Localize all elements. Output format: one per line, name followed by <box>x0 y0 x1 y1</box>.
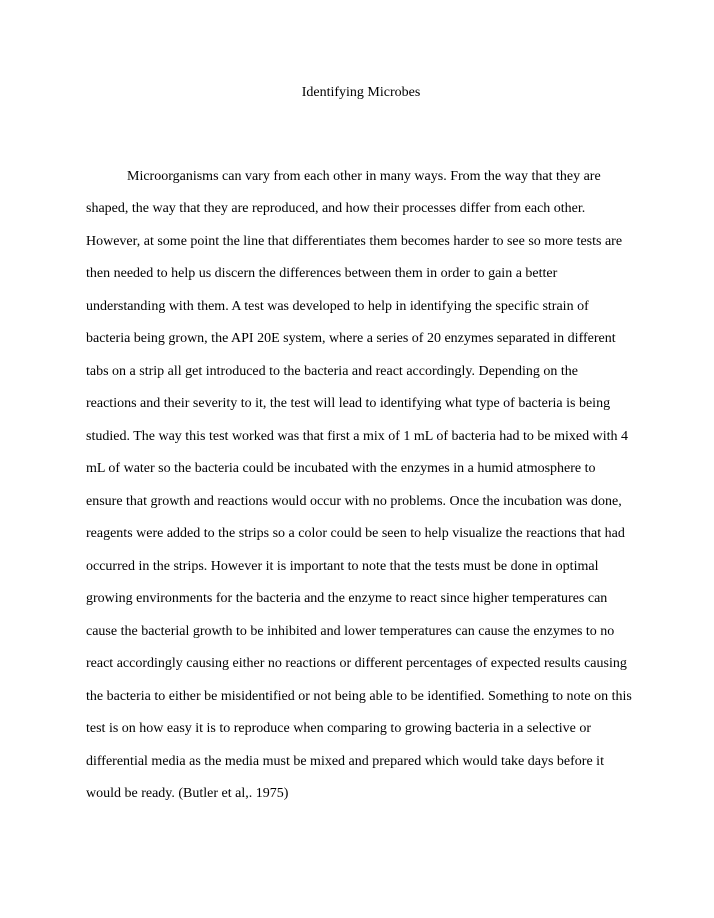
paragraph-line-15: cause the bacterial growth to be inhibited and lower temperatures can cause the enzymes to no <box>86 624 615 639</box>
paragraph-line-9: studied. The way this test worked was that first a mix of 1 mL of bacteria had to be mixed with 4 <box>86 429 628 444</box>
paragraph-line-7: tabs on a strip all get introduced to the bacteria and react accordingly. Depending on the <box>86 364 579 379</box>
paragraph-line-13: occurred in the strips. However it is important to note that the tests must be done in optimal <box>86 559 599 574</box>
paragraph-line-14: growing environments for the bacteria and the enzyme to react since higher temperatures can <box>86 591 608 606</box>
document-title: Identifying Microbes <box>301 85 421 100</box>
paragraph-line-11: ensure that growth and reactions would occur with no problems. Once the incubation was done, <box>86 494 622 509</box>
paragraph-line-1: Microorganisms can vary from each other in many ways. From the way that they are <box>127 169 601 184</box>
paragraph-line-18: test is on how easy it is to reproduce when comparing to growing bacteria in a selective or <box>86 721 592 736</box>
paragraph-line-4: then needed to help us discern the differences between them in order to gain a better <box>86 266 558 281</box>
paragraph-line-16: react accordingly causing either no reactions or different percentages of expected results causing <box>86 656 627 671</box>
paragraph-line-12: reagents were added to the strips so a color could be seen to help visualize the reactions that had <box>86 526 625 541</box>
paragraph-line-2: shaped, the way that they are reproduced, and how their processes differ from each other. <box>86 201 586 216</box>
paragraph-line-20: would be ready. (Butler et al,. 1975) <box>86 786 289 801</box>
paragraph-line-19: differential media as the media must be mixed and prepared which would take days before it <box>86 754 604 769</box>
paragraph-line-6: bacteria being grown, the API 20E system, where a series of 20 enzymes separated in different <box>86 331 616 346</box>
paragraph-line-10: mL of water so the bacteria could be incubated with the enzymes in a humid atmosphere to <box>86 461 596 476</box>
paragraph-line-3: However, at some point the line that differentiates them becomes harder to see so more tests are <box>86 234 623 249</box>
paragraph-line-5: understanding with them. A test was developed to help in identifying the specific strain of <box>86 299 589 314</box>
paragraph-line-8: reactions and their severity to it, the test will lead to identifying what type of bacteria is being <box>86 396 611 411</box>
paragraph-line-17: the bacteria to either be misidentified or not being able to be identified. Something to note on this <box>86 689 632 704</box>
